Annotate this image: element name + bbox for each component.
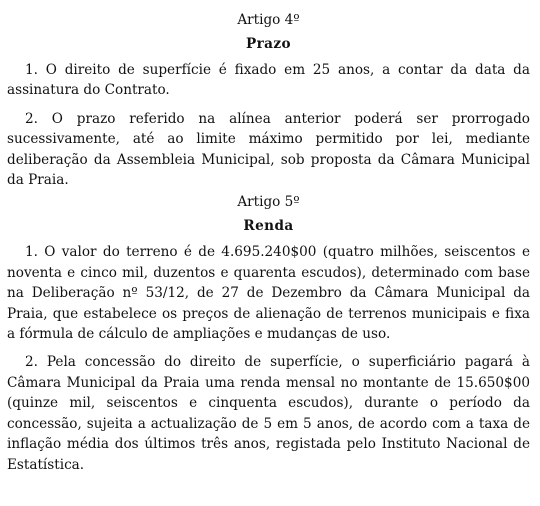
article-title: Artigo 5º: [237, 194, 300, 211]
article-paragraph: 2. O prazo referido na alínea anterior poderá ser prorrogado sucessivamente, até ao limite máximo permitido por lei, mediante deliberação da Assembleia Municipal, sob proposta da Câmara Municipal da Praia.: [7, 110, 530, 189]
article-paragraph: 1. O direito de superfície é fixado em 25 anos, a contar da data da assinatura do Contrato.: [7, 62, 530, 99]
article-4: [7, 10, 530, 190]
article-subtitle: Prazo: [246, 36, 291, 52]
article-paragraph: 1. O valor do terreno é de 4.695.240$00 (quatro milhões, seiscentos e noventa e cinco mil, duzentos e quarenta escudos), determinado com base na Deliberação nº 53/12, de 27 de Dezembro da Câmara Municipal da Praia, que estabelece os preços de alienação de terrenos municipais e fixa a fórmula de cálculo de ampliações e mudanças de uso.: [7, 244, 530, 343]
article-subtitle: Renda: [243, 218, 294, 235]
article-5: [7, 192, 530, 474]
article-title: Artigo 4º: [237, 12, 300, 28]
article-paragraph: 2. Pela concessão do direito de superfície, o superficiário pagará à Câmara Municipal da Praia uma renda mensal no montante de 15.650$00 (quinze mil, seiscentos e cinquenta escudos), durante o período da concessão, sujeita a actualização de 5 em 5 anos, de acordo com a taxa de inflação média dos últimos três anos, registada pelo Instituto Nacional de Estatística.: [7, 354, 530, 473]
